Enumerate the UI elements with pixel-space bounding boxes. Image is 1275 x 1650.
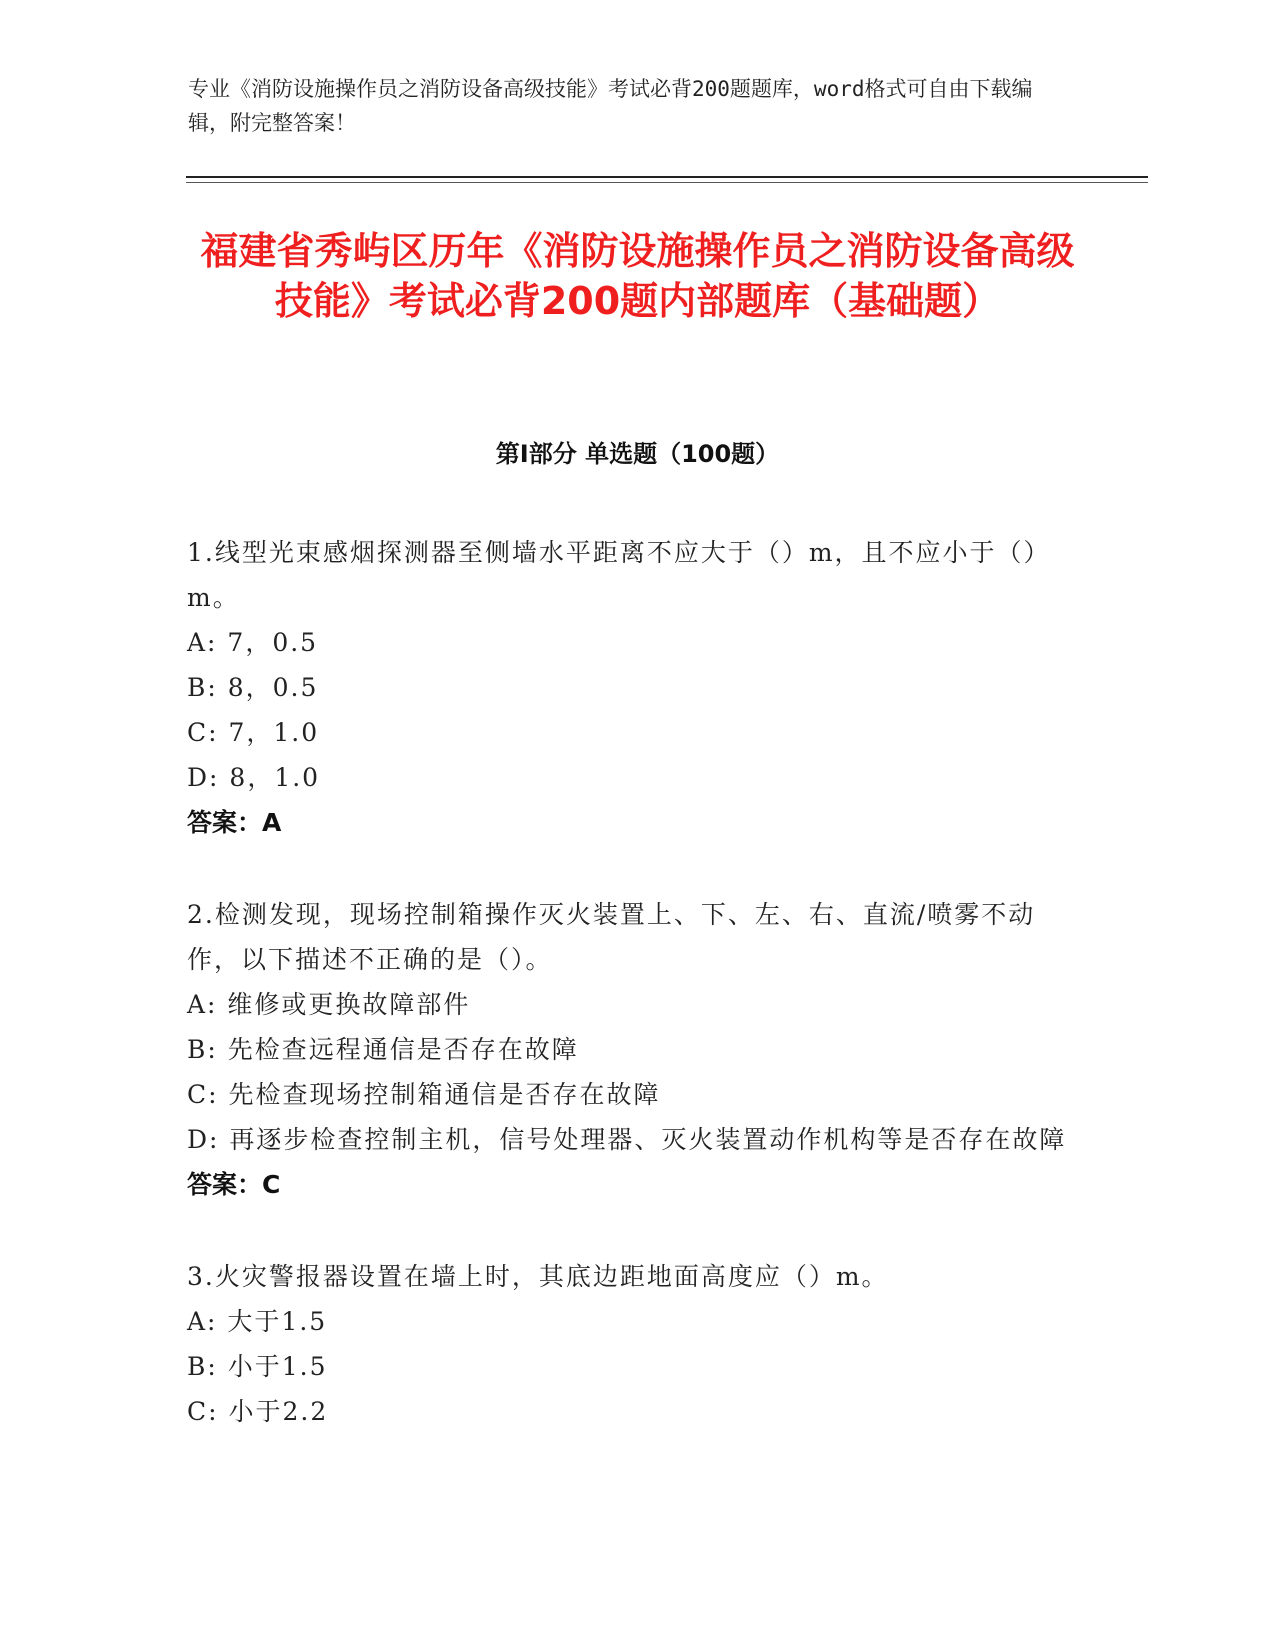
option-a: A: 7，0.5 — [187, 628, 319, 657]
option-b: B: 先检查远程通信是否存在故障 — [187, 1035, 579, 1064]
question-stem: 2.检测发现，现场控制箱操作灭火装置上、下、左、右、直流/喷雾不动作，以下描述不正确的是（）。 — [187, 900, 1036, 974]
option-c: C: 先检查现场控制箱通信是否存在故障 — [187, 1080, 661, 1109]
question-3 — [187, 1254, 1067, 1434]
option-d: D: 再逐步检查控制主机，信号处理器、灭火装置动作机构等是否存在故障 — [187, 1125, 1067, 1154]
option-b: B: 小于1.5 — [187, 1352, 328, 1381]
option-d: D: 8，1.0 — [187, 763, 321, 792]
section-heading: 第I部分 单选题（100题） — [495, 440, 780, 468]
question-stem: 1.线型光束感烟探测器至侧墙水平距离不应大于（）m，且不应小于（）m。 — [187, 538, 1051, 612]
question-1 — [187, 530, 1067, 845]
option-a: A: 维修或更换故障部件 — [187, 990, 471, 1019]
document-title: 福建省秀屿区历年《消防设施操作员之消防设备高级技能》考试必背200题内部题库（基础题） — [200, 229, 1075, 323]
question-2 — [187, 892, 1067, 1207]
header-divider-thick — [186, 176, 1148, 178]
header-note: 专业《消防设施操作员之消防设备高级技能》考试必背200题题库，word格式可自由下载编辑，附完整答案！ — [188, 77, 1033, 135]
option-a: A: 大于1.5 — [187, 1307, 328, 1336]
option-b: B: 8，0.5 — [187, 673, 319, 702]
question-list — [187, 530, 1067, 1481]
answer-label: 答案：C — [187, 1170, 281, 1199]
option-c: C: 7，1.0 — [187, 718, 320, 747]
header-divider-thin — [186, 182, 1148, 183]
answer-label: 答案：A — [187, 808, 282, 837]
question-stem: 3.火灾警报器设置在墙上时，其底边距地面高度应（）m。 — [187, 1262, 889, 1291]
option-c: C: 小于2.2 — [187, 1397, 329, 1426]
